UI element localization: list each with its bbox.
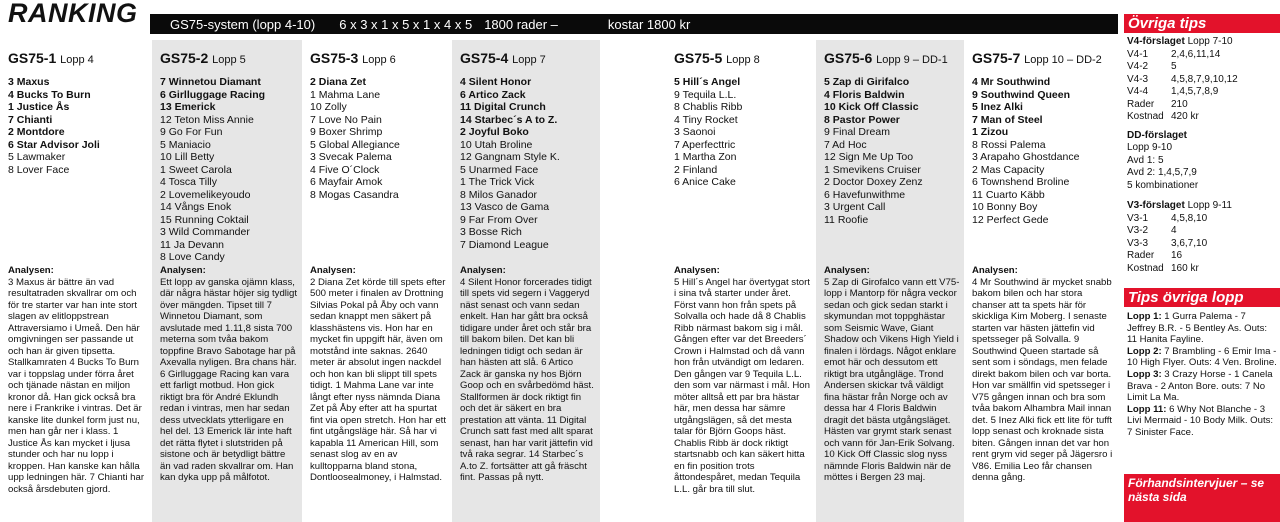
entry-list: [310, 76, 452, 201]
analysis: [972, 265, 1114, 484]
list-item: 5 Inez Alki: [972, 101, 1023, 113]
list-item: 9 Boxer Shrimp: [310, 126, 383, 138]
list-item: 6 Townshend Broline: [972, 176, 1070, 188]
sidebar: [1124, 14, 1280, 522]
tips-ovriga-lopp-heading: Tips övriga lopp: [1124, 288, 1280, 307]
tip-lopp: Lopp 11:: [1127, 403, 1167, 415]
ranking-column: [0, 40, 152, 522]
list-item: 5 Hill´s Angel: [674, 76, 741, 88]
column-lopp: Lopp 4: [60, 54, 94, 66]
tip-text: 1 Gurra Palema - 7 Jeffrey B.R. - 5 Bentley As. Outs: 11 Hanita Fayline.: [1127, 311, 1268, 346]
forhandsintervjuer-banner: Förhandsintervjuer – se nästa sida: [1124, 474, 1280, 522]
list-item: 12 Gangnam Style K.: [460, 151, 560, 163]
page-title: RANKING: [8, 0, 138, 28]
list-item: 12 Sign Me Up Too: [824, 151, 914, 163]
list-item: 3 Svecak Palema: [310, 151, 392, 163]
tip-lopp: Lopp 3:: [1127, 368, 1162, 380]
kv-value: 420 kr: [1171, 111, 1199, 122]
tip-item: [1127, 311, 1277, 346]
column-heading: [824, 50, 964, 66]
column-lopp: Lopp 8: [726, 54, 760, 66]
ranking-column: [302, 40, 452, 522]
analysis-text: 2 Diana Zet körde till spets efter 500 meter i finalen av Drottning Silvias Pokal på Åby och vann sedan knappt men säkert på klasshästens vis. Hon har en mycket fin uppgift här, även om motstånd inte saknas. 2640 meter är absolut ingen nackdel och hon kan bli slippt till spets tidigt. 1 Mahma Lane var inte långt efter nyss nämnda Diana Zet på Åby efter att ha spurtat fint via open stretch. Hon har ett fint utgångsläge här. Så har vi kapabla 11 American Hill, som senast slog av en av kulltopparna bland stona, Dontloosealmoney, i Halmstad.: [310, 276, 446, 483]
v4-lopp: Lopp 7-10: [1187, 36, 1233, 47]
kv-value: 210: [1171, 98, 1188, 110]
list-item: 13 Vasco de Gama: [460, 201, 550, 213]
entry-list: [8, 76, 152, 176]
tip-lopp: Lopp 2:: [1127, 345, 1162, 357]
kv-value: 16: [1171, 250, 1183, 261]
list-item: 6 Star Advisor Joli: [8, 138, 100, 151]
analysis-heading: Analysen:: [8, 265, 54, 276]
list-item: 4 Silent Honor: [460, 76, 532, 88]
list-item: 10 Lill Betty: [160, 151, 215, 163]
v3-lopp: Lopp 9-11: [1187, 200, 1232, 211]
column-name: GS75-7: [972, 50, 1021, 66]
ranking-column: [816, 40, 964, 522]
list-item: 2 Finland: [674, 163, 718, 176]
kv-key: V4-4: [1127, 86, 1149, 97]
kv-key: V4-2: [1127, 61, 1149, 72]
column-name: GS75-5: [674, 50, 723, 66]
list-item: 4 Five O´Clock: [310, 163, 380, 176]
entry-list: [674, 76, 816, 189]
analysis-heading: Analysen:: [310, 265, 356, 276]
entry-list: [972, 76, 1118, 226]
list-item: 8 Milos Ganador: [460, 188, 538, 201]
list-item: 9 Tequila L.L.: [674, 88, 737, 101]
list-item: 12 Teton Miss Annie: [160, 113, 254, 126]
ranking-columns: [0, 40, 1118, 522]
kv-key: Kostnad: [1127, 262, 1164, 274]
list-item: 1 The Trick Vick: [460, 176, 535, 188]
kv-row: [1127, 49, 1277, 62]
list-item: 1 Mahma Lane: [310, 88, 381, 101]
kv-key: V3-2: [1127, 225, 1149, 236]
list-item: 3 Urgent Call: [824, 201, 886, 213]
analysis: [310, 265, 448, 484]
list-item: 9 Final Dream: [824, 126, 890, 138]
system-formula: 6 x 3 x 1 x 5 x 1 x 4 x 5: [339, 16, 473, 32]
kv-row: [1127, 225, 1277, 238]
list-item: 2 Diana Zet: [310, 76, 367, 88]
list-item: 12 Perfect Gede: [972, 213, 1049, 226]
analysis-heading: Analysen:: [972, 265, 1018, 276]
kv-key: Rader: [1127, 250, 1155, 261]
kv-row: [1127, 111, 1277, 124]
entry-list: [460, 76, 600, 251]
v3-section: [1124, 200, 1280, 275]
analysis: [8, 265, 148, 495]
list-item: 10 Zolly: [310, 101, 347, 113]
kv-value: 4,5,8,10: [1171, 212, 1208, 224]
column-name: GS75-2: [160, 50, 209, 66]
list-item: 5 Lawmaker: [8, 151, 66, 163]
column-heading: [160, 50, 302, 66]
tip-item: [1127, 404, 1277, 439]
tip-text: 3 Crazy Horse - 1 Canela Brava - 2 Anton Bore. outs: 7 No Limit La Ma.: [1127, 368, 1273, 404]
list-item: 3 Wild Commander: [160, 226, 250, 238]
list-item: 10 Bonny Boy: [972, 201, 1038, 213]
dd-avd1: Avd 1: 5: [1127, 154, 1164, 166]
tip-item: [1127, 369, 1277, 404]
dd-komb: 5 kombinationer: [1127, 179, 1199, 191]
kv-value: 4: [1171, 225, 1177, 236]
dd-section: [1124, 130, 1280, 193]
analysis: [674, 265, 812, 495]
analysis-text: 5 Zap di Girofalco vann ett V75-lopp i Mantorp för några veckor sedan och gick sedan starkt i skymundan mot toppghästar som Seismic Wave, Giant Shadow och Vikens High Yield i finalen i lördags. Något enklare emot här och dessutom ett riktigt bra utgångläge. Trond Andersen skickar två väldigt fina hästar från Norge och av dessa har 4 Floris Baldwin dragit det bästa utgångsläget. Hästen var grymt stark senast och vann för Jan-Erik Solvang. 10 Kick Off Classic slog nyss nämnde Floris Baldwin när de möttes i Bergen 23 maj.: [824, 276, 960, 483]
list-item: 5 Global Allegiance: [310, 138, 400, 151]
analysis-heading: Analysen:: [460, 265, 506, 276]
list-item: 3 Saonoi: [674, 126, 716, 138]
list-item: 5 Zap di Girifalco: [824, 76, 910, 88]
list-item: 9 Far From Over: [460, 213, 538, 226]
ovriga-tips-heading: Övriga tips: [1124, 14, 1280, 33]
list-item: 8 Lover Face: [8, 163, 70, 176]
list-item: 1 Smevikens Cruiser: [824, 163, 921, 176]
list-item: 8 Pastor Power: [824, 113, 900, 126]
list-item: 7 Man of Steel: [972, 113, 1043, 126]
dd-lopp: Lopp 9-10: [1127, 142, 1173, 153]
list-item: 2 Montdore: [8, 126, 65, 138]
list-item: 2 Doctor Doxey Zenz: [824, 176, 923, 188]
list-item: 5 Maniacio: [160, 138, 211, 151]
analysis-heading: Analysen:: [160, 265, 206, 276]
kv-row: [1127, 99, 1277, 112]
analysis: [160, 265, 298, 484]
v4-section: [1124, 36, 1280, 124]
analysis-text: 3 Maxus är bättre än vad resultatraden skvallrar om och för tre starter var han inte stort slagen av elitloppstrean Attraversiamo i Umeå. Den här omgivningen ser passande ut och han är given tipsetta. Stallkamraten 4 Bucks To Burn var i toppslag under förra året och tjänade nästan en miljon kronor då. Han gick också bra nere i Frankrike i vintras. Det är kanske lite dunkel form just nu, men han går ner i klass. 1 Justice Ås kan mycket i ljusa stunder och har nu lopp i kroppen. Han kanske kan hålla upp ledningen här. 7 Chianti har också årsdebuten gjord.: [8, 276, 145, 495]
list-item: 6 Mayfair Amok: [310, 176, 383, 188]
tip-item: [1127, 346, 1277, 369]
system-bar: [150, 14, 1118, 34]
entry-list: [824, 76, 964, 226]
list-item: 3 Arapaho Ghostdance: [972, 151, 1080, 163]
tip-text: 6 Why Not Blanche - 3 Livi Mermaid - 10 Body Milk. Outs: 7 Sinister Face.: [1127, 403, 1274, 438]
list-item: 4 Mr Southwind: [972, 76, 1051, 88]
kv-value: 5: [1171, 61, 1177, 72]
list-item: 4 Tosca Tilly: [160, 176, 217, 188]
list-item: 7 Love No Pain: [310, 113, 382, 126]
list-item: 6 Artico Zack: [460, 88, 526, 101]
kv-row: [1127, 263, 1277, 276]
list-item: 9 Southwind Queen: [972, 88, 1071, 101]
kv-row: [1127, 250, 1277, 263]
analysis-text: 4 Mr Southwind är mycket snabb bakom bilen och har stora chanser att ta spets här för skickliga Kim Moberg. I senaste starten var hästen jättefin vid spetsseger på Solvalla. 9 Southwind Queen startade så sent som i söndags, men felade direkt bakom bilen och var borta. Hon var smällfin vid spetsseger i V75 gången innan och bra som tvåa bakom Alhambra Mail innan det. 5 Inez Alki fick ett lite för tufft lopp senast och kroknade sista biten. Gången innan det var hon rent grym vid seger på Jägersro i V86. Emilia Leo får chansen denna gång.: [972, 276, 1113, 483]
v3-rows: [1127, 213, 1277, 276]
list-item: 10 Utah Broline: [460, 138, 533, 151]
dd-heading: DD-förslaget: [1127, 129, 1188, 141]
column-lopp: Lopp 6: [362, 54, 396, 66]
ranking-column: [964, 40, 1118, 522]
list-item: 13 Emerick: [160, 101, 216, 113]
list-item: 11 Cuarto Käbb: [972, 188, 1045, 201]
column-lopp: Lopp 9 – DD-1: [876, 54, 948, 66]
list-item: 4 Floris Baldwin: [824, 88, 905, 101]
list-item: 1 Sweet Carola: [160, 163, 232, 176]
list-item: 10 Kick Off Classic: [824, 101, 919, 113]
column-heading: [460, 50, 600, 66]
system-label: GS75-system (lopp 4-10): [170, 16, 316, 32]
column-name: GS75-6: [824, 50, 873, 66]
column-lopp: Lopp 7: [512, 54, 546, 66]
list-item: 11 Digital Crunch: [460, 101, 546, 113]
list-item: 7 Aperfecttric: [674, 138, 736, 151]
tips-list: [1124, 307, 1280, 439]
tip-lopp: Lopp 1:: [1127, 311, 1162, 322]
ranking-column: [152, 40, 302, 522]
column-heading: [310, 50, 452, 66]
list-item: 11 Roofie: [824, 213, 869, 226]
column-name: GS75-3: [310, 50, 359, 66]
analysis: [824, 265, 960, 484]
kv-row: [1127, 213, 1277, 226]
list-item: 1 Zizou: [972, 126, 1009, 138]
kv-row: [1127, 74, 1277, 87]
list-item: 15 Running Coktail: [160, 213, 249, 226]
list-item: 8 Rossi Palema: [972, 138, 1046, 151]
kv-key: V3-3: [1127, 237, 1149, 249]
header: [0, 0, 1120, 40]
column-name: GS75-4: [460, 50, 509, 66]
list-item: 8 Mogas Casandra: [310, 188, 399, 201]
list-item: 7 Chianti: [8, 113, 53, 126]
column-lopp: Lopp 10 – DD-2: [1024, 54, 1102, 66]
kv-row: [1127, 61, 1277, 74]
list-item: 6 Girlluggage Racing: [160, 88, 266, 101]
list-item: 1 Martha Zon: [674, 151, 737, 163]
list-item: 11 Ja Devann: [160, 238, 225, 251]
v4-rows: [1127, 49, 1277, 124]
analysis-heading: Analysen:: [674, 265, 720, 276]
kv-row: [1127, 86, 1277, 99]
dd-avd2: Avd 2: 1,4,5,7,9: [1127, 167, 1197, 178]
entry-list: [160, 76, 302, 264]
list-item: 7 Diamond League: [460, 238, 549, 251]
list-item: 14 Starbec´s A to Z.: [460, 113, 558, 126]
list-item: 7 Winnetou Diamant: [160, 76, 261, 88]
list-item: 6 Anice Cake: [674, 176, 736, 188]
kv-key: V4-1: [1127, 48, 1149, 60]
kv-value: 3,6,7,10: [1171, 237, 1208, 249]
list-item: 5 Unarmed Face: [460, 163, 539, 176]
list-item: 8 Chablis Ribb: [674, 101, 743, 113]
kv-value: 2,4,6,11,14: [1171, 48, 1221, 60]
list-item: 4 Bucks To Burn: [8, 88, 91, 101]
kv-value: 1,4,5,7,8,9: [1171, 86, 1219, 97]
v3-heading: V3-förslaget: [1127, 200, 1185, 211]
kv-row: [1127, 238, 1277, 251]
kv-key: Kostnad: [1127, 111, 1164, 122]
analysis-text: 5 Hill´s Angel har övertygat stort i sina två starter under året. Först vann hon från spets på Solvalla och hade då 8 Chablis Ribb närmast bakom sig i mål. Gången efter var det Breeders´ Crown i Halmstad och då vann hon från utvändigt om ledaren. Den gången var 9 Tequila L.L. den som var närmast i mål. Hon möter alltså ett par bra hästar här, men dessa har sämre utgångslägen, så det mesta talar för Björn Goops häst. Chablis Ribb är dock riktigt startsnabb och kan säkert hitta en fin position trots åttondespåret, medan Tequila L.L. går bra till slut.: [674, 276, 810, 495]
system-rows: 1800 rader –: [484, 16, 558, 32]
kv-value: 160 kr: [1171, 262, 1199, 274]
list-item: 2 Joyful Boko: [460, 126, 529, 138]
list-item: 7 Ad Hoc: [824, 138, 867, 151]
list-item: 4 Tiny Rocket: [674, 113, 738, 126]
analysis: [460, 265, 596, 484]
list-item: 6 Havefunwithme: [824, 188, 906, 201]
list-item: 2 Mas Capacity: [972, 163, 1045, 176]
kv-key: V4-3: [1127, 73, 1149, 85]
list-item: 3 Bosse Rich: [460, 226, 522, 238]
list-item: 1 Justice Ås: [8, 101, 70, 113]
ranking-column: [452, 40, 600, 522]
kv-value: 4,5,8,7,9,10,12: [1171, 73, 1238, 85]
list-item: 8 Love Candy: [160, 251, 225, 263]
column-heading: [972, 50, 1118, 66]
column-heading: [8, 50, 152, 66]
list-item: 14 Vångs Enok: [160, 201, 232, 213]
column-lopp: Lopp 5: [212, 54, 246, 66]
ranking-column: [666, 40, 816, 522]
column-heading: [674, 50, 816, 66]
v4-heading: V4-förslaget: [1127, 36, 1185, 47]
list-item: 9 Go For Fun: [160, 126, 223, 138]
column-name: GS75-1: [8, 50, 57, 66]
analysis-text: 4 Silent Honor forcerades tidigt till spets vid segern i Vaggeryd näst senast och vann sedan enkelt. Han har gått bra också tidigare under året och står bra till bakom bilen. Det kan bli ledningen tidigt och sedan är han hästen att slå. 6 Artico Zack är ganska ny hos Björn Goop och en svårbedömd häst. Stallformen är dock riktigt fin och det är säkert en bra prestation att vänta. 11 Digital Crunch satt fast med allt sparat senast, han har varit jättefin vid två raka segrar. 14 Starbec´s A.to Z. fortsätter att gå fräscht fint. Passas på nytt.: [460, 276, 594, 483]
list-item: 3 Maxus: [8, 76, 50, 88]
system-cost: kostar 1800 kr: [607, 16, 691, 32]
analysis-heading: Analysen:: [824, 265, 870, 276]
list-item: 2 Lovemelikeyoudo: [160, 188, 251, 201]
kv-key: Rader: [1127, 98, 1155, 110]
kv-key: V3-1: [1127, 212, 1149, 224]
analysis-text: Ett lopp av ganska ojämn klass, där några hästar höjer sig tydligt över mängden. Tipset till 7 Winnetou Diamant, som avslutade med 1.11,8 sista 700 meterna som tvåa bakom toppfine Bravo Sabotage har på Axevalla nyligen. Bra chans här. 6 Girlluggage Racing kan vara ett farligt motbud. Hon gick riktigt bra för André Eklundh redan i vintras, men har sedan dess utvecklats ytterligare en hel del. 13 Emerick lär inte haft det rätta flytet i slutstriden på sistone och är betydligt bättre än vad raden skvallrar om. Han kan dyka upp på målfotot.: [160, 276, 298, 483]
tip-text: 7 Brambling - 6 Emir Ima - 10 High Flyer. Outs: 4 Ven. Broline.: [1127, 345, 1277, 369]
